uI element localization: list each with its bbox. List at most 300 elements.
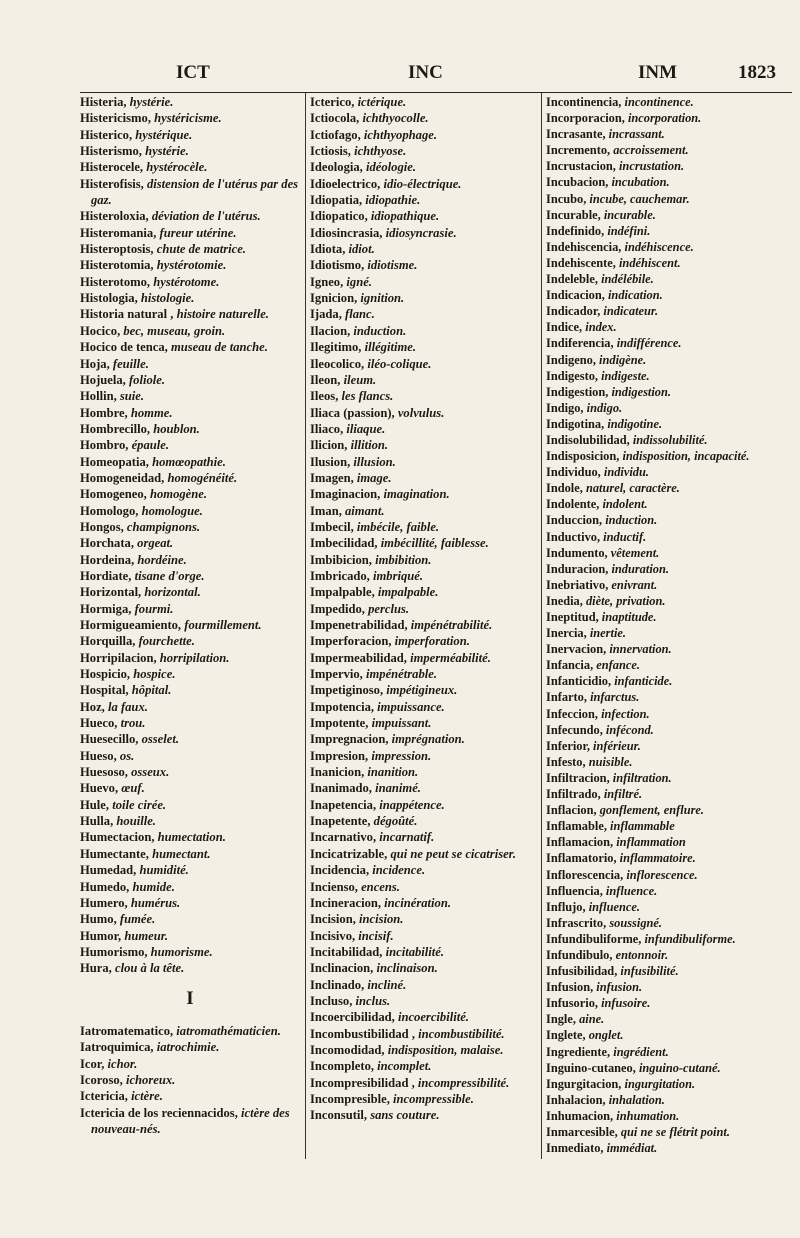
- entry-translation: indissolubilité.: [632, 432, 708, 447]
- entry-headword: Ineptitud,: [546, 610, 599, 624]
- entry-translation: qui ne se flétrit point.: [620, 1125, 730, 1139]
- entry-translation: impénétrabilité.: [410, 618, 493, 632]
- dictionary-entry: [80, 274, 300, 290]
- entry-headword: Incisivo,: [310, 928, 356, 943]
- column-divider-2: [541, 93, 542, 1159]
- entry-translation: homogénéité.: [167, 470, 238, 485]
- entry-translation: inflammatoire.: [619, 851, 696, 866]
- entry-headword: Ictiosis,: [310, 144, 351, 159]
- dictionary-entry: [80, 944, 300, 960]
- entry-headword: Ilacion,: [310, 323, 351, 338]
- entry-headword: Histologia,: [80, 291, 138, 306]
- dictionary-entry: [80, 437, 300, 453]
- entry-translation: infundibuliforme.: [644, 931, 736, 946]
- entry-translation: incombustibilité.: [418, 1026, 505, 1041]
- entry-headword: Incontinencia,: [546, 95, 622, 109]
- entry-translation: bec, museau, groin.: [123, 323, 226, 338]
- entry-headword: Hule,: [80, 797, 110, 812]
- entry-headword: Inglete,: [546, 1028, 586, 1043]
- entry-headword: Inflorescencia,: [546, 867, 624, 882]
- dictionary-entry: [80, 208, 300, 224]
- entry-translation: imprégnation.: [391, 732, 465, 747]
- entry-headword: Infarto,: [546, 690, 587, 705]
- entry-translation: aimant.: [345, 503, 385, 518]
- dictionary-entry: [80, 1056, 300, 1072]
- entry-translation: indigotine.: [607, 416, 663, 431]
- entry-translation: incisif.: [358, 928, 394, 943]
- dictionary-entry: [310, 813, 538, 829]
- dictionary-entry: [546, 834, 794, 850]
- entry-headword: Inclinacion,: [310, 961, 374, 976]
- entry-translation: ignition.: [360, 291, 405, 306]
- dictionary-entry: [80, 388, 300, 404]
- entry-translation: idiot.: [348, 242, 375, 257]
- dictionary-entry: [80, 584, 300, 600]
- entry-translation: infusoire.: [601, 996, 651, 1011]
- dictionary-entry: [310, 552, 538, 568]
- entry-translation: incoercibilité.: [397, 1010, 469, 1025]
- entry-translation: indéhiscence.: [624, 239, 694, 254]
- entry-headword: Incompresible,: [310, 1091, 390, 1106]
- entry-translation: museau de tanche.: [170, 340, 268, 355]
- dictionary-entry: [310, 405, 538, 421]
- dictionary-entry: [546, 609, 794, 625]
- dictionary-entry: [310, 780, 538, 796]
- dictionary-entry: [310, 470, 538, 486]
- entry-translation: iliaque.: [346, 421, 386, 436]
- entry-headword: Humorismo,: [80, 944, 148, 959]
- entry-headword: Hordeina,: [80, 552, 135, 567]
- entry-translation: ictère.: [131, 1089, 163, 1104]
- dictionary-entry: [80, 257, 300, 273]
- entry-translation: illégitime.: [364, 340, 416, 355]
- entry-headword: Incluso,: [310, 993, 353, 1008]
- entry-translation: indolent.: [602, 497, 648, 512]
- entry-headword: Impermeabilidad,: [310, 650, 407, 665]
- dictionary-entry: [310, 388, 538, 404]
- column-divider-1: [305, 93, 306, 1159]
- entry-translation: indigo.: [586, 400, 623, 415]
- entry-headword: Inmarcesible,: [546, 1125, 618, 1139]
- entry-translation: induration.: [611, 561, 669, 576]
- entry-translation: inductif.: [603, 529, 647, 544]
- entry-headword: Imbecil,: [310, 519, 354, 534]
- dictionary-entry: [310, 143, 538, 159]
- entry-headword: Homeopatia,: [80, 454, 149, 469]
- entry-translation: idio-électrique.: [383, 176, 462, 191]
- dictionary-entry: [546, 158, 794, 174]
- dictionary-entry: [80, 127, 300, 143]
- entry-translation: infection.: [601, 706, 650, 721]
- dictionary-entry: [310, 715, 538, 731]
- dictionary-entry: [80, 552, 300, 568]
- entry-translation: infécond.: [605, 722, 654, 737]
- entry-translation: incubation.: [611, 175, 670, 190]
- header-rule: [80, 92, 792, 93]
- dictionary-entry: [80, 519, 300, 535]
- entry-headword: Ictiocola,: [310, 111, 360, 126]
- entry-headword: Incompresibilidad ,: [310, 1075, 415, 1090]
- entry-translation: idiopathique.: [370, 209, 440, 224]
- entry-translation: indélébile.: [601, 272, 654, 287]
- header-left-guideword: ICT: [176, 62, 210, 83]
- dictionary-entry: [546, 979, 794, 995]
- entry-headword: Induccion,: [546, 513, 603, 528]
- entry-headword: Incoercibilidad,: [310, 1010, 395, 1025]
- entry-headword: Inflamatorio,: [546, 851, 617, 866]
- entry-headword: Idiosincrasia,: [310, 225, 383, 240]
- entry-translation: impétigineux.: [386, 683, 458, 698]
- entry-headword: Ingurgitacion,: [546, 1076, 622, 1091]
- entry-translation: impuissant.: [371, 716, 432, 731]
- entry-translation: accroissement.: [613, 143, 689, 158]
- entry-translation: iléo-colique.: [367, 356, 432, 371]
- dictionary-entry: [80, 159, 300, 175]
- entry-translation: gonflement, enflure.: [599, 803, 705, 818]
- entry-headword: Hombre,: [80, 405, 128, 420]
- header-right-guideword: INM: [638, 62, 678, 83]
- dictionary-entry: [546, 191, 794, 207]
- entry-translation: igné.: [346, 274, 372, 289]
- entry-translation: inférieur.: [593, 738, 641, 753]
- entry-translation: hystérique.: [135, 127, 193, 142]
- entry-headword: Inconsutil,: [310, 1108, 368, 1123]
- dictionary-entry: [546, 416, 794, 432]
- dictionary-entry: [546, 931, 794, 947]
- dictionary-entry: [310, 797, 538, 813]
- dictionary-entry: [310, 290, 538, 306]
- entry-translation: tisane d'orge.: [134, 568, 205, 583]
- entry-headword: Imbecilidad,: [310, 536, 378, 551]
- entry-translation: incube, cauchemar.: [589, 191, 690, 206]
- dictionary-entry: [546, 384, 794, 400]
- dictionary-entry: [546, 512, 794, 528]
- entry-headword: Humectacion,: [80, 830, 155, 845]
- dictionary-entry: [546, 142, 794, 158]
- entry-headword: Indiferencia,: [546, 336, 614, 351]
- entry-translation: la faux.: [108, 699, 148, 714]
- entry-headword: Imperforacion,: [310, 634, 392, 649]
- dictionary-entry: [310, 829, 538, 845]
- entry-translation: humectation.: [157, 830, 226, 845]
- dictionary-entry: [80, 1105, 300, 1138]
- entry-headword: Igneo,: [310, 274, 344, 289]
- entry-headword: Inanimado,: [310, 781, 372, 796]
- dictionary-entry: [310, 731, 538, 747]
- entry-headword: Indefinido,: [546, 223, 605, 238]
- entry-headword: Incremento,: [546, 143, 611, 158]
- dictionary-entry: [80, 879, 300, 895]
- entry-headword: Hormiga,: [80, 601, 132, 616]
- dictionary-entry: [80, 682, 300, 698]
- dictionary-entry: [310, 895, 538, 911]
- entry-translation: hystérocèle.: [146, 160, 208, 175]
- entry-translation: humidité.: [139, 863, 189, 878]
- dictionary-entry: [546, 319, 794, 335]
- entry-headword: Infundibuliforme,: [546, 931, 642, 946]
- entry-headword: Histerismo,: [80, 144, 142, 159]
- entry-translation: fourmi.: [134, 601, 174, 616]
- entry-translation: indisposition, incapacité.: [622, 449, 750, 464]
- dictionary-entry: [80, 1072, 300, 1088]
- entry-translation: incurable.: [603, 207, 656, 222]
- dictionary-entry: [310, 503, 538, 519]
- dictionary-entry: [310, 94, 538, 110]
- dictionary-entry: [546, 706, 794, 722]
- dictionary-entry: [546, 641, 794, 657]
- entry-translation: champignons.: [126, 519, 201, 534]
- entry-translation: ichoreux.: [125, 1072, 176, 1087]
- dictionary-entry: [310, 993, 538, 1009]
- dictionary-entry: [80, 241, 300, 257]
- entry-translation: infanticide.: [614, 674, 673, 689]
- entry-translation: indéfini.: [607, 223, 651, 238]
- entry-headword: Huesoso,: [80, 765, 128, 780]
- entry-headword: Ilegitimo,: [310, 340, 362, 355]
- dictionary-entry: [310, 977, 538, 993]
- entry-headword: Incubo,: [546, 191, 587, 206]
- entry-headword: Humedo,: [80, 879, 130, 894]
- dictionary-entry: [546, 480, 794, 496]
- dictionary-entry: [80, 470, 300, 486]
- entry-headword: Iatroquimica,: [80, 1040, 154, 1055]
- dictionary-entry: [546, 545, 794, 561]
- dictionary-entry: [546, 1011, 794, 1027]
- dictionary-entry: [310, 617, 538, 633]
- entry-headword: Ilicion,: [310, 438, 348, 453]
- entry-headword: Infusibilidad,: [546, 964, 618, 979]
- entry-translation: sans couture.: [370, 1108, 440, 1123]
- entry-headword: Iliaco,: [310, 421, 344, 436]
- entry-headword: Incurable,: [546, 207, 601, 222]
- dictionary-entry: [546, 883, 794, 899]
- entry-headword: Humedad,: [80, 863, 137, 878]
- dictionary-entry: [546, 352, 794, 368]
- entry-translation: inguino-cutané.: [638, 1060, 721, 1075]
- dictionary-entry: [80, 110, 300, 126]
- entry-translation: impalpable.: [377, 585, 439, 600]
- dictionary-entry: [310, 208, 538, 224]
- entry-headword: Infundibulo,: [546, 947, 613, 962]
- entry-translation: impénétrable.: [365, 667, 437, 682]
- dictionary-entry: [546, 303, 794, 319]
- entry-headword: Inflamacion,: [546, 835, 614, 850]
- entry-headword: Incineracion,: [310, 895, 382, 910]
- entry-translation: homogène.: [149, 487, 207, 502]
- dictionary-entry: [80, 928, 300, 944]
- entry-headword: Hormigueamiento,: [80, 618, 182, 632]
- entry-translation: indicateur.: [603, 304, 659, 319]
- entry-headword: Hospital,: [80, 683, 129, 698]
- entry-translation: os.: [119, 748, 135, 763]
- entry-headword: Incrasante,: [546, 127, 606, 142]
- dictionary-entry: [80, 813, 300, 829]
- entry-headword: Infusorio,: [546, 996, 598, 1011]
- entry-translation: ictérique.: [357, 95, 407, 109]
- entry-headword: Icor,: [80, 1056, 105, 1071]
- entry-translation: index.: [585, 320, 617, 335]
- entry-translation: ingurgitation.: [624, 1076, 696, 1091]
- dictionary-entry: [546, 577, 794, 593]
- entry-translation: imperforation.: [394, 634, 470, 649]
- entry-headword: Infanticidio,: [546, 674, 612, 689]
- entry-translation: hôpital.: [131, 683, 172, 698]
- entry-translation: ictère des nouveau-nés.: [91, 1105, 290, 1136]
- entry-headword: Huevo,: [80, 781, 119, 796]
- entry-headword: Impregnacion,: [310, 732, 389, 747]
- entry-headword: Incompleto,: [310, 1059, 375, 1074]
- entry-headword: Histeroloxia,: [80, 209, 149, 224]
- entry-headword: Influjo,: [546, 899, 586, 914]
- dictionary-entry: [546, 110, 794, 126]
- entry-translation: toile cirée.: [112, 797, 167, 812]
- dictionary-entry: [310, 257, 538, 273]
- dictionary-entry: [546, 786, 794, 802]
- dictionary-entry: [80, 143, 300, 159]
- entry-headword: Ijada,: [310, 307, 342, 322]
- entry-translation: homœopathie.: [152, 454, 226, 469]
- header-center-guideword: INC: [408, 62, 443, 83]
- dictionary-entry: [80, 405, 300, 421]
- entry-translation: inflammable: [610, 819, 675, 834]
- entry-translation: incision.: [359, 912, 404, 927]
- entry-translation: œuf.: [121, 781, 145, 796]
- entry-translation: feuille.: [112, 356, 149, 371]
- dictionary-entry: [80, 960, 300, 976]
- entry-headword: Imbricado,: [310, 568, 370, 583]
- entry-translation: incrassant.: [608, 127, 665, 142]
- dictionary-entry: [310, 650, 538, 666]
- entry-headword: Icterico,: [310, 95, 355, 109]
- dictionary-entry: [80, 911, 300, 927]
- entry-translation: osseux.: [131, 765, 170, 780]
- entry-translation: humectant.: [152, 846, 211, 861]
- dictionary-entry: [310, 682, 538, 698]
- entry-headword: Ideologia,: [310, 160, 363, 175]
- entry-headword: Individuo,: [546, 465, 601, 480]
- entry-translation: infusibilité.: [620, 964, 679, 979]
- entry-headword: Infecundo,: [546, 722, 603, 737]
- dictionary-entry: [546, 995, 794, 1011]
- dictionary-entry: [546, 818, 794, 834]
- entry-headword: Histeroptosis,: [80, 242, 154, 257]
- entry-translation: ichthyophage.: [363, 127, 437, 142]
- dictionary-entry: [546, 1044, 794, 1060]
- entry-headword: Icoroso,: [80, 1072, 123, 1087]
- entry-headword: Ileocolico,: [310, 356, 365, 371]
- entry-headword: Idiopatico,: [310, 209, 368, 224]
- entry-headword: Histericismo,: [80, 111, 151, 126]
- entry-translation: épaule.: [131, 438, 169, 453]
- entry-headword: Indehiscencia,: [546, 239, 622, 254]
- entry-headword: Incicatrizable,: [310, 846, 388, 861]
- dictionary-entry: [546, 271, 794, 287]
- dictionary-entry: [546, 529, 794, 545]
- dictionary-entry: [546, 1092, 794, 1108]
- entry-translation: histologie.: [140, 291, 195, 306]
- dictionary-entry: [546, 287, 794, 303]
- dictionary-entry: [80, 454, 300, 470]
- entry-headword: Inhumacion,: [546, 1108, 614, 1123]
- dictionary-entry: [80, 699, 300, 715]
- entry-translation: fumée.: [119, 912, 156, 927]
- entry-headword: Hongos,: [80, 519, 124, 534]
- entry-translation: innervation.: [609, 642, 672, 657]
- entry-translation: fourchette.: [138, 634, 195, 649]
- dictionary-entry: [310, 1107, 538, 1123]
- entry-translation: vêtement.: [610, 545, 660, 560]
- entry-translation: image.: [356, 470, 392, 485]
- entry-translation: fureur utérine.: [159, 225, 237, 240]
- entry-headword: Hollin,: [80, 389, 117, 404]
- entry-translation: flanc.: [345, 307, 375, 322]
- entry-translation: infarctus.: [590, 690, 640, 705]
- entry-headword: Incitabilidad,: [310, 944, 383, 959]
- entry-translation: incompressible.: [393, 1091, 474, 1106]
- entry-headword: Indigotina,: [546, 416, 605, 431]
- dictionary-entry: [310, 633, 538, 649]
- dictionary-entry: [546, 561, 794, 577]
- entry-translation: imagination.: [383, 487, 450, 502]
- entry-headword: Hueso,: [80, 748, 117, 763]
- entry-translation: inflammation: [616, 835, 686, 850]
- entry-headword: Horquilla,: [80, 634, 136, 649]
- entry-headword: Inapetente,: [310, 814, 371, 829]
- entry-translation: encens.: [361, 879, 400, 894]
- entry-translation: idiosyncrasie.: [385, 225, 457, 240]
- dictionary-entry: [80, 339, 300, 355]
- entry-translation: fourmillement.: [184, 618, 262, 632]
- entry-translation: nuisible.: [588, 754, 633, 769]
- dictionary-entry: [310, 960, 538, 976]
- entry-headword: Incomodidad,: [310, 1042, 385, 1057]
- entry-translation: ichthyose.: [354, 144, 407, 159]
- entry-translation: indication.: [607, 288, 663, 303]
- dictionary-entry: [310, 911, 538, 927]
- entry-headword: Imaginacion,: [310, 487, 381, 502]
- entry-headword: Inercia,: [546, 626, 587, 641]
- entry-headword: Idiopatia,: [310, 193, 363, 208]
- entry-headword: Infeccion,: [546, 706, 598, 721]
- entry-translation: infusion.: [596, 980, 643, 995]
- entry-translation: chute de matrice.: [156, 242, 246, 257]
- entry-translation: osselet.: [141, 732, 180, 747]
- entry-translation: ileum.: [343, 372, 377, 387]
- entry-headword: Indigestion,: [546, 384, 609, 399]
- entry-headword: Histerofisis,: [80, 176, 144, 191]
- dictionary-entry: [546, 722, 794, 738]
- dictionary-entry: [310, 241, 538, 257]
- dictionary-entry: [546, 754, 794, 770]
- entry-translation: incarnatif.: [379, 830, 435, 845]
- dictionary-entry: [546, 448, 794, 464]
- entry-headword: Indisposicion,: [546, 449, 620, 464]
- entry-translation: ingrédient.: [613, 1044, 669, 1059]
- entry-headword: Ignicion,: [310, 291, 358, 306]
- entry-translation: indigestion.: [611, 384, 671, 399]
- dictionary-entry: [80, 601, 300, 617]
- entry-headword: Humectante,: [80, 846, 149, 861]
- dictionary-entry: [80, 633, 300, 649]
- entry-headword: Incision,: [310, 912, 356, 927]
- entry-translation: distension de l'utérus par des gaz.: [91, 176, 299, 208]
- entry-headword: Impresion,: [310, 748, 369, 763]
- entry-headword: Inmediato,: [546, 1141, 604, 1156]
- entry-headword: Indole,: [546, 481, 583, 496]
- entry-headword: Infancia,: [546, 658, 594, 673]
- entry-headword: Induracion,: [546, 561, 609, 576]
- dictionary-entry: [310, 764, 538, 780]
